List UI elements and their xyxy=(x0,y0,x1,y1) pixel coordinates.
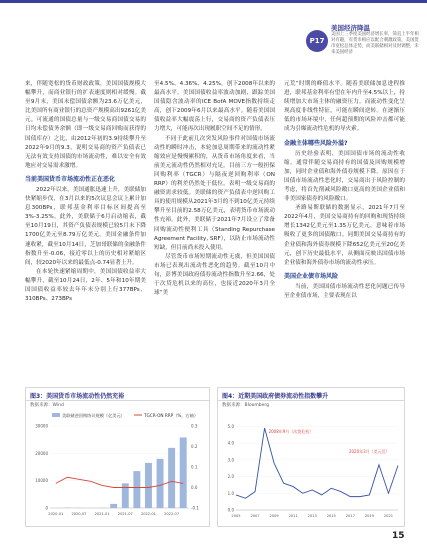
figure-source: 数据来源：Wind xyxy=(30,403,64,408)
x-tick-label: 2020-01 xyxy=(48,512,64,516)
y2-tick-label: -0.1 xyxy=(191,505,199,511)
x-tick-label: 2021-01 xyxy=(94,512,110,516)
paragraph: 元荒”时期的峰值水平。随着美联储加息进程推进，联邦基金利率有望在年内升至4.5%以上，持续增加大市场主体的融资压力。而流动性变化呈现高度非线性特征，可能在瞬间逆转。在逐渐压低的市场环境中，任何超预期的风险冲击都可能成为引爆流动性危机的导火索。 xyxy=(284,81,405,133)
x-tick-label: 2019 xyxy=(364,514,374,518)
paragraph: 当前，美国国债市场流动性恶化问题已传导至企业债市场，主要表现在以 xyxy=(284,283,405,299)
x-tick-label: 2005 xyxy=(231,514,241,518)
paragraph: 不同于此前几次突发风险事件对国债市场流动性的瞬时冲击，本轮加息周期带来的流动性紧缩效应是慢慢累积的，从货币市场角度来看，当前美元流动性仍然相对充足。目前三方一般担保回购利率（TGCR）与隔夜逆回购利率（ON RRP）的利差仍然处于低位，表明一级交易商的融资需求较低。美联储的资产负债表中逆回购工具的使用规模从2021年3月的不到10亿美元持续攀升至目前的2.58万亿美元，表明货币市场流动性充裕。此外，美联储于2021年7月设立了常备回购流动性便利工具（Standing Repurchase Agreement Facility, SRF），以防止市场流动性短缺，但目前尚未投入使用。 xyxy=(154,135,275,251)
bar xyxy=(110,504,117,508)
y2-tick-label: 0.1 xyxy=(191,464,198,470)
text-column-3 xyxy=(284,80,405,301)
x-tick-label: 2009 xyxy=(269,514,279,518)
legend-label: 美联储逆回购协议规模（亿美元） xyxy=(62,413,125,418)
bar xyxy=(180,437,187,508)
figure-title: 图3：美国货币市场流动性仍然充裕 xyxy=(26,388,209,401)
y-tick-label: 3.0 xyxy=(227,457,234,463)
paragraph: 尽管货币市场短期流动性无虞，但美国国债市场已表现出流动性恶化的趋势。截至10月中旬，彭博美国政府债券流动性指数升至2.66，处于次贷危机以来的高位，也接近2020年3月全球“美 xyxy=(154,253,275,297)
y-tick-label: 10000 xyxy=(35,478,48,484)
y-tick-label: 4.0 xyxy=(227,440,234,446)
y2-tick-label: 0.0 xyxy=(191,485,198,490)
legend-label: TGCR-ON RRP（%，右轴） xyxy=(144,413,199,418)
figure-source: 数据来源：Bloomberg xyxy=(222,403,269,408)
paragraph: 历史经验表明，美国国债市场的流动性收缩，通常伴随交易商持有的国债及回购规模增加，同时企业债和海外债券规模下降。原因在于国债市场流动性恶化时，交易商出于风险控制的考虑，将首先削减风险敞口更高的美国企业债和非美国家债券的风险敞口。 xyxy=(284,150,405,203)
y-tick-label: 2.0 xyxy=(227,474,234,480)
x-tick-label: 2007 xyxy=(250,514,260,518)
section-subtitle: 美国上三季度美国经济增长率，简直上半年相对有趣，有货币相应以配合刺激政策，美国货币宽松总体走势，而美联储相对及时调整，未来美国经济 xyxy=(331,32,419,55)
y-tick-label: 20000 xyxy=(35,450,48,456)
y-tick-label: 0.0 xyxy=(227,507,234,513)
y2-tick-label: 0.3 xyxy=(191,423,198,429)
bar xyxy=(168,448,175,508)
header-rule xyxy=(0,0,427,3)
x-tick-label: 2022-01 xyxy=(140,512,156,516)
series-line xyxy=(236,428,398,498)
y-tick-label: 5.0 xyxy=(227,423,234,429)
paragraph: 2022年以来，美国通胀迅速上升，美联储加快紧缩步伐，在3月以来的5次议息会议上累计加息300BPs，联邦基金利率目标区间提高至3%-3.25%。此外，美联储于6月启动缩表，截至10月19日，其资产负债表规模已较5月末下降1700亿美元至8.79万亿美元。美国金融条件加速收紧，截至10月14日，芝加哥联储的金融条件指数升至-0.06，接近零以上的历史相对紧缩区间，较2020年以来的最低点-0.74显著上升。 xyxy=(25,186,146,266)
y-tick-label: 30000 xyxy=(35,423,48,429)
chart-liquidity-index xyxy=(218,410,406,526)
x-tick-label: 2015 xyxy=(326,514,336,518)
x-tick-label: 2021 xyxy=(383,514,394,518)
x-tick-label: 2020-07 xyxy=(71,512,87,516)
paragraph: 在本轮快速紧缩周期中，美国国债收益率大幅攀升，截至10月24日，2年、5年和10年期美国国债收益率较去年年末分别上行377BPs、310BPs、273BPs xyxy=(25,268,146,303)
y-tick-label: 0 xyxy=(45,505,48,511)
paragraph: 圣路易斯联储的数据显示，2021年7月至2022年4月，美国交易商持有的回购和现货持续增长1342亿美元至1.35万亿美元，意味着市场吸收了更多的国债敞口。同期美国交易商持有的企业债和海外债券规模下降652亿美元至20亿美元，创下历史最低水平，从侧面反映出国债市场企业债和海外债券市场的流动性承压。 xyxy=(284,205,405,266)
figure-title: 图4：近期美国政府债券流动性指数攀升 xyxy=(218,388,404,401)
figure-3 xyxy=(25,387,210,527)
bar xyxy=(133,471,140,508)
series-line xyxy=(56,477,183,487)
text-column-1 xyxy=(25,80,146,304)
bar xyxy=(145,463,152,508)
annotation: 2008年9月（次贷危机） xyxy=(268,429,314,435)
y2-tick-label: 0.2 xyxy=(191,444,198,449)
x-tick-label: 2013 xyxy=(307,514,317,518)
x-tick-label: 2017 xyxy=(345,514,355,518)
x-tick-label: 2021-07 xyxy=(117,512,133,516)
chart-reverse-repo xyxy=(26,410,211,526)
paragraph: 来，伴随宽松的货币财政政策，美国国债规模大幅攀升，而商业银行的扩表速度则相对缓慢。截至9月末，美国未偿国债余额为23.6万亿美元，比美国所有商业银行的总资产规模高出9261亿美元。可流通的国债总量与一级交易商国债交易的日均未偿债务余额（即一级交易商回购而获得的国债库存）之比，由2012年初的3.9持续攀升至2022年9月的9.3，说明交易商的资产负债表已无法有效支持国债的市场流动性，难以安全有效地应对交易需求激增。 xyxy=(25,81,146,169)
x-tick-label: 2022-07 xyxy=(164,512,180,516)
legend-swatch-bars xyxy=(52,413,60,417)
x-tick-label: 2011 xyxy=(288,514,298,518)
section-heading: 金融主体哪些风险外溢? xyxy=(284,139,348,147)
section-heading: 当前美国货币市场流动性正在恶化 xyxy=(25,175,116,183)
text-column-2 xyxy=(154,80,275,298)
annotation: 2020年3月（美元荒） xyxy=(348,449,390,455)
section-heading: 美国企业债市场风险 xyxy=(284,272,339,280)
y-tick-label: 1.0 xyxy=(227,490,234,496)
bar xyxy=(157,459,164,508)
page-number: 15 xyxy=(392,531,405,541)
figure-4 xyxy=(217,387,405,527)
section-title: 美国经济降温 xyxy=(331,24,370,32)
section-badge: P17 xyxy=(306,30,328,52)
paragraph: 至4.5%、4.36%、4.25%，创下2008年以来的最高水平。美国国债收益率波动加剧，跟踪美国国债隐含波动率的ICE BofA MOVE指数持续走高，创下2009年6月以来最高水平。随着美国国债收益率大幅震荡上行，交易商的资产负债表压力增大，可能再次出现履职空间不足的情形。 xyxy=(154,81,275,133)
